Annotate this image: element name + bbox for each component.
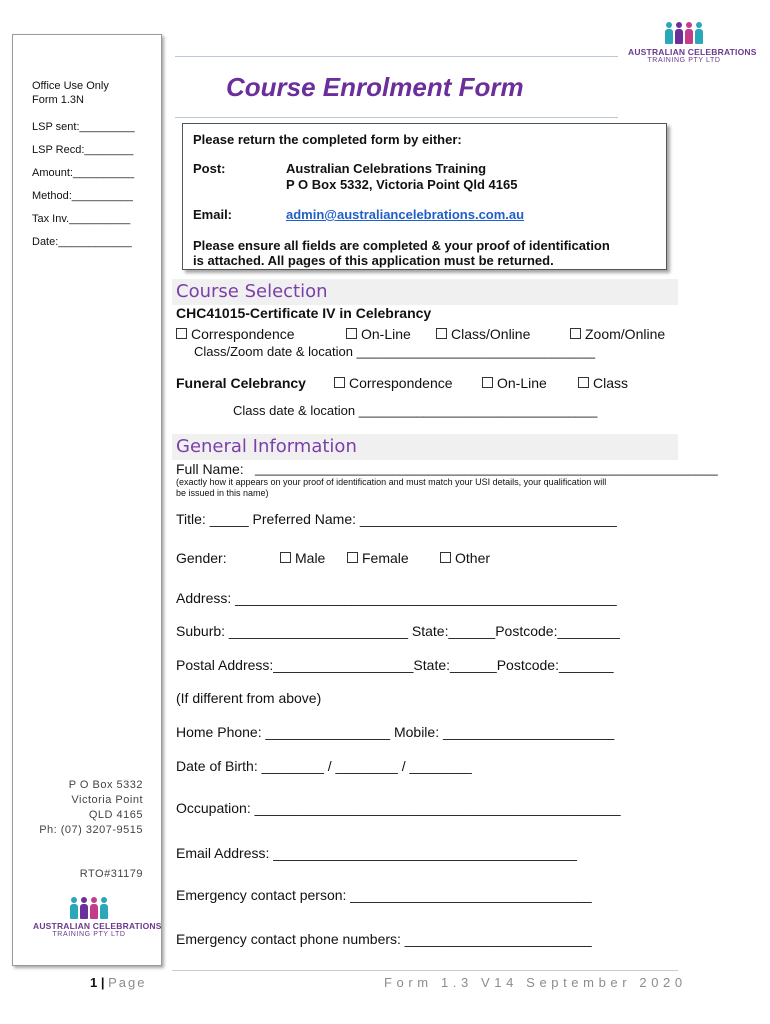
funeral-option-correspondence[interactable]: Correspondence	[334, 375, 453, 391]
office-use-sidebar	[12, 34, 162, 966]
checkbox-icon[interactable]	[334, 377, 345, 388]
lsp-recd-field[interactable]: LSP Recd:________	[32, 144, 134, 156]
page-title: Course Enrolment Form	[226, 72, 524, 102]
option-correspondence[interactable]: Correspondence	[176, 326, 295, 342]
address-field[interactable]: Address: _________________________________________________	[176, 590, 617, 606]
return-note: Please ensure all fields are completed & your proof of identification	[193, 238, 610, 253]
checkbox-icon[interactable]	[176, 328, 187, 339]
checkbox-icon[interactable]	[440, 552, 451, 563]
return-note: is attached. All pages of this application must be returned.	[193, 253, 554, 268]
return-instructions-box	[182, 123, 667, 270]
option-online[interactable]: On-Line	[346, 326, 411, 342]
org-phone: Ph: (07) 3207-9515	[39, 824, 143, 836]
office-use-title: Office Use Only	[32, 80, 109, 92]
checkbox-icon[interactable]	[346, 328, 357, 339]
post-address-line: P O Box 5332, Victoria Point Qld 4165	[286, 177, 518, 192]
section-title: General Information	[176, 436, 357, 457]
phone-fields[interactable]: Home Phone: ________________ Mobile: ______________________	[176, 724, 615, 740]
logo-name: AUSTRALIAN CELEBRATIONS	[33, 921, 162, 931]
logo-subtitle: TRAINING PTY LTD	[52, 931, 126, 938]
emergency-contact-phone-field[interactable]: Emergency contact phone numbers: ________________________	[176, 931, 592, 947]
gender-female[interactable]: Female	[347, 550, 409, 566]
date-field[interactable]: Date:____________	[32, 236, 132, 248]
header-logo	[628, 22, 757, 64]
email-link[interactable]: admin@australiancelebrations.com.au	[286, 207, 525, 222]
section-title: Course Selection	[176, 281, 328, 302]
post-address-line: Australian Celebrations Training	[286, 161, 487, 176]
course-name: CHC41015-Certificate IV in Celebrancy	[176, 305, 432, 321]
footer-rule	[172, 970, 678, 971]
full-name-note: be issued in this name)	[176, 488, 269, 498]
title-rule-bottom	[175, 117, 618, 118]
gender-other[interactable]: Other	[440, 550, 490, 566]
form-number: Form 1.3N	[32, 94, 84, 106]
checkbox-icon[interactable]	[570, 328, 581, 339]
postal-address-field[interactable]: Postal Address:__________________State:______Postcode:_______	[176, 657, 614, 673]
org-address-line: Victoria Point	[71, 794, 143, 806]
class-zoom-location-field[interactable]: Class/Zoom date & location _________________________________	[194, 344, 596, 359]
form-version: Form 1.3 V14 September 2020	[384, 975, 687, 990]
lsp-sent-field[interactable]: LSP sent:_________	[32, 121, 135, 133]
sidebar-logo	[33, 897, 162, 938]
email-label: Email:	[193, 207, 233, 222]
checkbox-icon[interactable]	[482, 377, 493, 388]
full-name-note: (exactly how it appears on your proof of identification and must match your USI details, your qualification will	[176, 477, 607, 487]
page-number: 1 | Page	[90, 975, 147, 990]
course-selection-heading	[172, 279, 678, 305]
rto-number: RTO#31179	[79, 868, 143, 880]
amount-field[interactable]: Amount:__________	[32, 167, 135, 179]
title-rule-top	[175, 56, 618, 57]
post-label: Post:	[193, 161, 226, 176]
full-name-field[interactable]: ________________________________________________________________	[255, 461, 718, 476]
funeral-option-class[interactable]: Class	[578, 375, 628, 391]
checkbox-icon[interactable]	[280, 552, 291, 563]
tax-invoice-field[interactable]: Tax Inv.__________	[32, 213, 131, 225]
option-class-online[interactable]: Class/Online	[436, 326, 530, 342]
suburb-state-postcode-field[interactable]: Suburb: _______________________ State:______Postcode:________	[176, 623, 620, 639]
checkbox-icon[interactable]	[578, 377, 589, 388]
email-address-field[interactable]: Email Address: _______________________________________	[176, 845, 577, 861]
method-field[interactable]: Method:__________	[32, 190, 133, 202]
checkbox-icon[interactable]	[436, 328, 447, 339]
return-heading: Please return the completed form by either:	[193, 132, 462, 147]
funeral-label: Funeral Celebrancy	[176, 375, 306, 391]
date-of-birth-field[interactable]: Date of Birth: ________ / ________ / ________	[176, 758, 472, 774]
occupation-field[interactable]: Occupation: _______________________________________________	[176, 800, 621, 816]
org-address-line: P O Box 5332	[68, 779, 143, 791]
gender-label: Gender:	[176, 550, 227, 566]
postal-address-note: (If different from above)	[176, 690, 322, 706]
general-information-heading	[172, 434, 678, 460]
people-logo-icon	[628, 22, 740, 44]
emergency-contact-person-field[interactable]: Emergency contact person: _______________________________	[176, 887, 592, 903]
gender-male[interactable]: Male	[280, 550, 325, 566]
org-address-line: QLD 4165	[88, 809, 143, 821]
people-logo-icon	[33, 897, 145, 919]
checkbox-icon[interactable]	[347, 552, 358, 563]
full-name-label: Full Name:	[176, 461, 244, 477]
logo-name: AUSTRALIAN CELEBRATIONS	[628, 47, 757, 57]
logo-subtitle: TRAINING PTY LTD	[647, 57, 721, 64]
option-zoom-online[interactable]: Zoom/Online	[570, 326, 665, 342]
class-location-field[interactable]: Class date & location _________________________________	[233, 403, 598, 418]
title-preferred-name-field[interactable]: Title: _____ Preferred Name: _________________________________	[176, 511, 617, 527]
funeral-option-online[interactable]: On-Line	[482, 375, 547, 391]
